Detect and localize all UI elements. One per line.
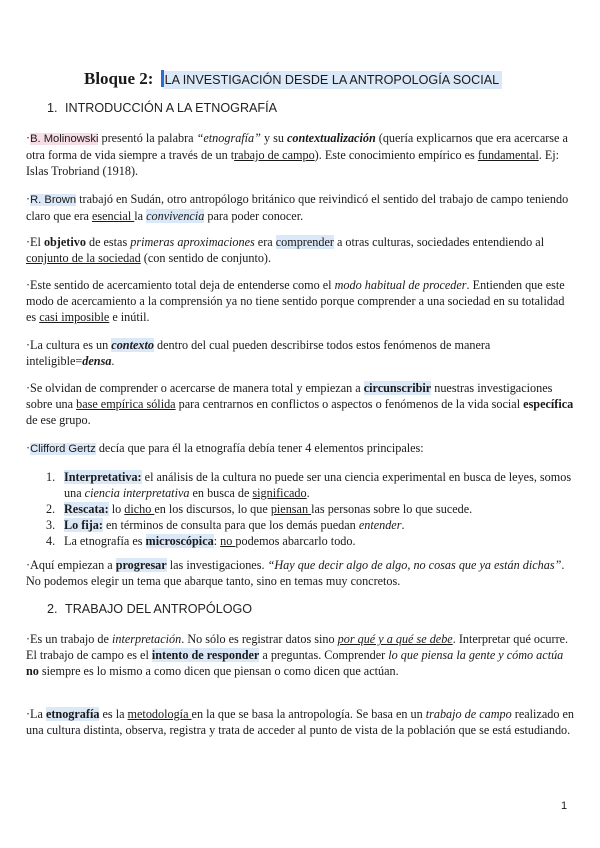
text-run: primeras aproximaciones <box>130 235 255 249</box>
elements-list <box>40 469 574 549</box>
text-run: lo que piensa la gente y cómo actúa <box>388 648 564 662</box>
list-item <box>40 501 574 517</box>
text-run: decía que para él la etnografía debía tener 4 elementos principales: <box>95 441 424 455</box>
text-run: contextualización <box>287 131 376 145</box>
text-run: en busca de <box>189 486 253 500</box>
text-run: la <box>134 209 147 223</box>
text-run: era <box>254 235 276 249</box>
text-run: el análisis de la cultura no puede ser una ciencia experimental en busca de leyes, somos una <box>64 470 572 500</box>
title-subtitle: LA INVESTIGACIÓN DESDE LA ANTROPOLOGÍA SOCIAL <box>164 71 503 89</box>
text-run: fundamental <box>477 148 539 162</box>
text-run: específica <box>523 397 574 411</box>
text-run: ·Aquí empiezan a <box>26 558 116 572</box>
text-run: conjunto de la sociedad <box>26 251 141 265</box>
text-run: microscópica <box>145 534 214 548</box>
section-heading-1 <box>47 101 277 115</box>
text-run: para poder conocer. <box>204 209 304 223</box>
text-run: dicho <box>124 502 155 516</box>
text-run: . <box>306 486 310 500</box>
text-run: realizado en una cultura distinta, observa, registra y trata de acceder al punto de vista de la población que se está estudiando. <box>26 707 574 737</box>
text-run: : <box>213 534 221 548</box>
text-run: “etnografía” <box>196 131 261 145</box>
text-run: · <box>26 192 31 206</box>
list-item <box>40 533 574 549</box>
paragraph-molinowski <box>26 130 574 179</box>
paragraph-acercamiento <box>26 277 574 325</box>
text-run: en la que se basa la antropología. Se basa en un <box>191 707 426 721</box>
paragraph-gertz <box>26 440 574 457</box>
text-run: ciencia interpretativa <box>84 486 190 500</box>
text-run: ·Se olvidan de comprender o acercarse de manera total y empiezan a <box>26 381 364 395</box>
text-run: ·La cultura es un <box>26 338 112 352</box>
text-run: y su <box>260 131 288 145</box>
text-run: ·El <box>26 235 44 249</box>
text-run: densa <box>82 354 112 368</box>
text-run: circunscribir <box>363 381 432 395</box>
text-run: no <box>220 534 236 548</box>
name-highlight: R. Brown <box>30 194 77 206</box>
paragraph-circunscribir <box>26 380 574 428</box>
page-title <box>84 68 524 91</box>
text-run: (con sentido de conjunto). <box>140 251 272 265</box>
text-run: piensan <box>270 502 312 516</box>
text-run: progresar <box>115 558 167 572</box>
text-run: de estas <box>85 235 131 249</box>
text-run: lo <box>108 502 125 516</box>
list-item <box>40 469 574 501</box>
text-run: convivencia <box>146 209 205 223</box>
text-run: ·La <box>26 707 46 721</box>
text-run: significado <box>252 486 307 500</box>
text-run: ·Es un trabajo de <box>26 632 112 646</box>
page-number: 1 <box>561 800 568 812</box>
text-run: comprender <box>275 235 334 249</box>
section-label: TRABAJO DEL ANTROPÓLOGO <box>65 602 253 616</box>
text-run: a otras culturas, sociedades entendiendo al <box>333 235 545 249</box>
text-run: modo habitual de proceder <box>334 278 467 292</box>
text-run: presentó la palabra <box>98 131 197 145</box>
text-run: ·Este sentido de acercamiento total deja de entenderse como el <box>26 278 335 292</box>
text-run: . Entienden que este modo de acercamiento a la comprensión ya no tiene sentido porque comprender a una sociedad en su totalidad es <box>26 278 565 324</box>
name-highlight: Clifford Gertz <box>30 443 96 455</box>
text-run: nuestras investigaciones sobre una <box>26 381 553 411</box>
text-run: base empírica sólida <box>76 397 176 411</box>
text-run: objetivo <box>43 235 86 249</box>
text-run: casi imposible <box>39 310 110 324</box>
text-run: entender <box>358 518 402 532</box>
text-run: ). Este conocimiento empírico es <box>314 148 478 162</box>
text-run: siempre es lo mismo a como dicen que piensan o como dicen que actúan. <box>38 664 399 678</box>
text-run: · <box>26 131 31 145</box>
title-main: Bloque 2: <box>84 69 154 88</box>
text-run: 1. <box>46 470 56 484</box>
text-run: trabajó en Sudán, otro antropólogo británico que reivindicó el sentido del trabajo de campo teniendo claro que era <box>26 192 569 223</box>
text-run: Rescata: <box>64 502 109 516</box>
text-run: rabajo de campo <box>234 148 315 162</box>
text-run: intento de responder <box>151 648 260 662</box>
text-run: para centrarnos en conflictos o aspectos o fenómenos de la vida social <box>175 397 524 411</box>
text-run: e inútil. <box>109 310 150 324</box>
paragraph-contexto <box>26 337 574 369</box>
paragraph-etnografia <box>26 706 574 738</box>
section-number: 1. <box>47 101 58 115</box>
text-run: Lo fija: <box>64 518 103 532</box>
text-run: Interpretativa: <box>64 470 142 484</box>
text-run: . <box>111 354 115 368</box>
text-run: esencial <box>91 209 135 223</box>
section-label: INTRODUCCIÓN A LA ETNOGRAFÍA <box>65 101 278 115</box>
text-run: contexto <box>111 338 154 352</box>
section-number: 2. <box>47 602 58 616</box>
text-run: La etnografía es <box>64 534 146 548</box>
text-run: . <box>401 518 405 532</box>
name-highlight: B. Molinowski <box>30 133 99 145</box>
text-run: 3. <box>46 518 56 532</box>
text-run: · <box>26 441 31 455</box>
text-run: interpretación <box>111 632 182 646</box>
text-run: en términos de consulta para que los demás puedan <box>102 518 359 532</box>
text-run: las personas sobre lo que sucede. <box>311 502 473 516</box>
text-run: por qué y a qué se debe <box>337 632 453 646</box>
text-run: dentro del cual pueden describirse todos estos fenómenos de manera inteligible= <box>26 338 491 368</box>
text-run: . Interpretar qué ocurre. El trabajo de campo es el <box>26 632 569 662</box>
text-run: es la <box>99 707 128 721</box>
paragraph-objetivo <box>26 234 574 266</box>
text-run: (quería explicarnos que era acercarse a otra forma de vida siempre a través de un t <box>26 131 568 162</box>
text-run: metodología <box>127 707 192 721</box>
text-run: no <box>26 664 39 678</box>
section-heading-2 <box>47 602 252 616</box>
text-run: en los discursos, lo que <box>154 502 271 516</box>
text-run: . Ej: Islas Trobriand (1918). <box>26 148 560 178</box>
text-run: etnografía <box>45 707 100 721</box>
text-run: 2. <box>46 502 56 516</box>
text-run: a preguntas. Comprender <box>259 648 389 662</box>
paragraph-progresar <box>26 557 574 589</box>
paragraph-interpretacion <box>26 631 574 679</box>
text-run: las investigaciones. <box>166 558 268 572</box>
text-run: 4. <box>46 534 56 548</box>
text-run: de ese grupo. <box>26 413 91 427</box>
text-run: . No sólo es registrar datos sino <box>181 632 338 646</box>
text-run: podemos abarcarlo todo. <box>235 534 356 548</box>
text-run: “Hay que decir algo de algo, no cosas que ya están dichas” <box>267 558 562 572</box>
list-item <box>40 517 574 533</box>
text-run: trabajo de campo <box>425 707 512 721</box>
text-run: . No podemos elegir un tema que abarque tanto, sino en temas muy concretos. <box>26 558 565 588</box>
paragraph-brown <box>26 191 574 224</box>
